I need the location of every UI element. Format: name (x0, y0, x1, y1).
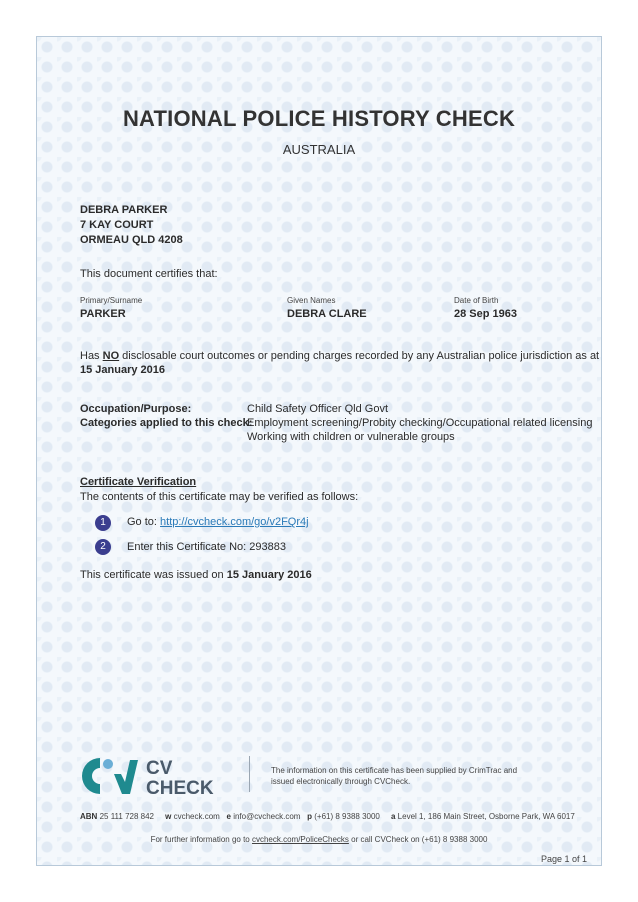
info-text: The information on this certificate has been supplied by CrimTrac and issued electronically through CVCheck. (271, 766, 518, 786)
occupation-label: Occupation/Purpose: (80, 403, 192, 415)
verification-intro: The contents of this certificate may be verified as follows: (80, 491, 359, 503)
surname-label: Primary/Surname (80, 296, 143, 305)
certificate-border (36, 36, 602, 866)
logo-text-cv: CV (146, 758, 173, 779)
phone: (+61) 8 9388 3000 (314, 812, 380, 821)
dob-label: Date of Birth (454, 296, 499, 305)
occupation-value: Child Safety Officer Qld Govt (247, 403, 389, 415)
logo-text-check: CHECK (146, 778, 214, 796)
statement-text: Has NO disclosable court outcomes or pending charges recorded by any Australian police jurisdiction as at (80, 350, 600, 362)
category-item: Working with children or vulnerable groups (247, 431, 455, 443)
logo-check-shape (114, 760, 138, 794)
document-subtitle: AUSTRALIA (282, 142, 356, 157)
document-title: NATIONAL POLICE HISTORY CHECK (122, 106, 516, 131)
statement-date: 15 January 2016 (80, 364, 166, 376)
contact-footer: ABN 25 111 728 842 w cvcheck.com e info@cvcheck.com p (+61) 8 9388 3000 a Level 1, 186 Main Street, Osborne Park, WA 6017 (80, 812, 575, 821)
issued-text: This certificate was issued on 15 January 2016 (80, 569, 312, 581)
dob-value: 28 Sep 1963 (454, 308, 517, 320)
step-2-text: Enter this Certificate No: 293883 (127, 541, 286, 553)
category-item: Employment screening/Probity checking/Occupational related licensing (247, 417, 593, 429)
verification-link[interactable]: http://cvcheck.com/go/v2FQr4j (160, 516, 309, 528)
address-line-3: ORMEAU QLD 4208 (80, 234, 183, 246)
email[interactable]: info@cvcheck.com (233, 812, 301, 821)
surname-value: PARKER (80, 308, 126, 320)
further-info: For further information go to cvcheck.com/PoliceChecks or call CVCheck on (+61) 8 9388 3000 (150, 835, 488, 844)
step-1-badge: 1 (95, 515, 111, 531)
street-address: Level 1, 186 Main Street, Osborne Park, WA 6017 (397, 812, 575, 821)
issued-date: 15 January 2016 (226, 569, 312, 581)
address-line-2: 7 KAY COURT (80, 219, 154, 231)
logo-dot (103, 759, 113, 769)
address-line-1: DEBRA PARKER (80, 204, 168, 216)
given-names-value: DEBRA CLARE (287, 308, 367, 320)
logo-c-shape (82, 758, 100, 794)
given-names-label: Given Names (287, 296, 336, 305)
recipient-address (80, 203, 183, 248)
statement-emphasis: NO (102, 350, 120, 362)
page-number: Page 1 of 1 (540, 854, 587, 864)
categories-label: Categories applied to this check: (80, 417, 253, 429)
police-checks-link[interactable]: cvcheck.com/PoliceChecks (251, 835, 349, 844)
verification-heading: Certificate Verification (80, 476, 197, 488)
cvcheck-logo-icon (80, 756, 230, 796)
certifies-text: This document certifies that: (80, 268, 218, 280)
logo-divider (249, 756, 250, 792)
step-2-badge: 2 (95, 539, 111, 555)
step-1-text: Go to: http://cvcheck.com/go/v2FQr4j (127, 516, 309, 528)
website[interactable]: cvcheck.com (173, 812, 220, 821)
